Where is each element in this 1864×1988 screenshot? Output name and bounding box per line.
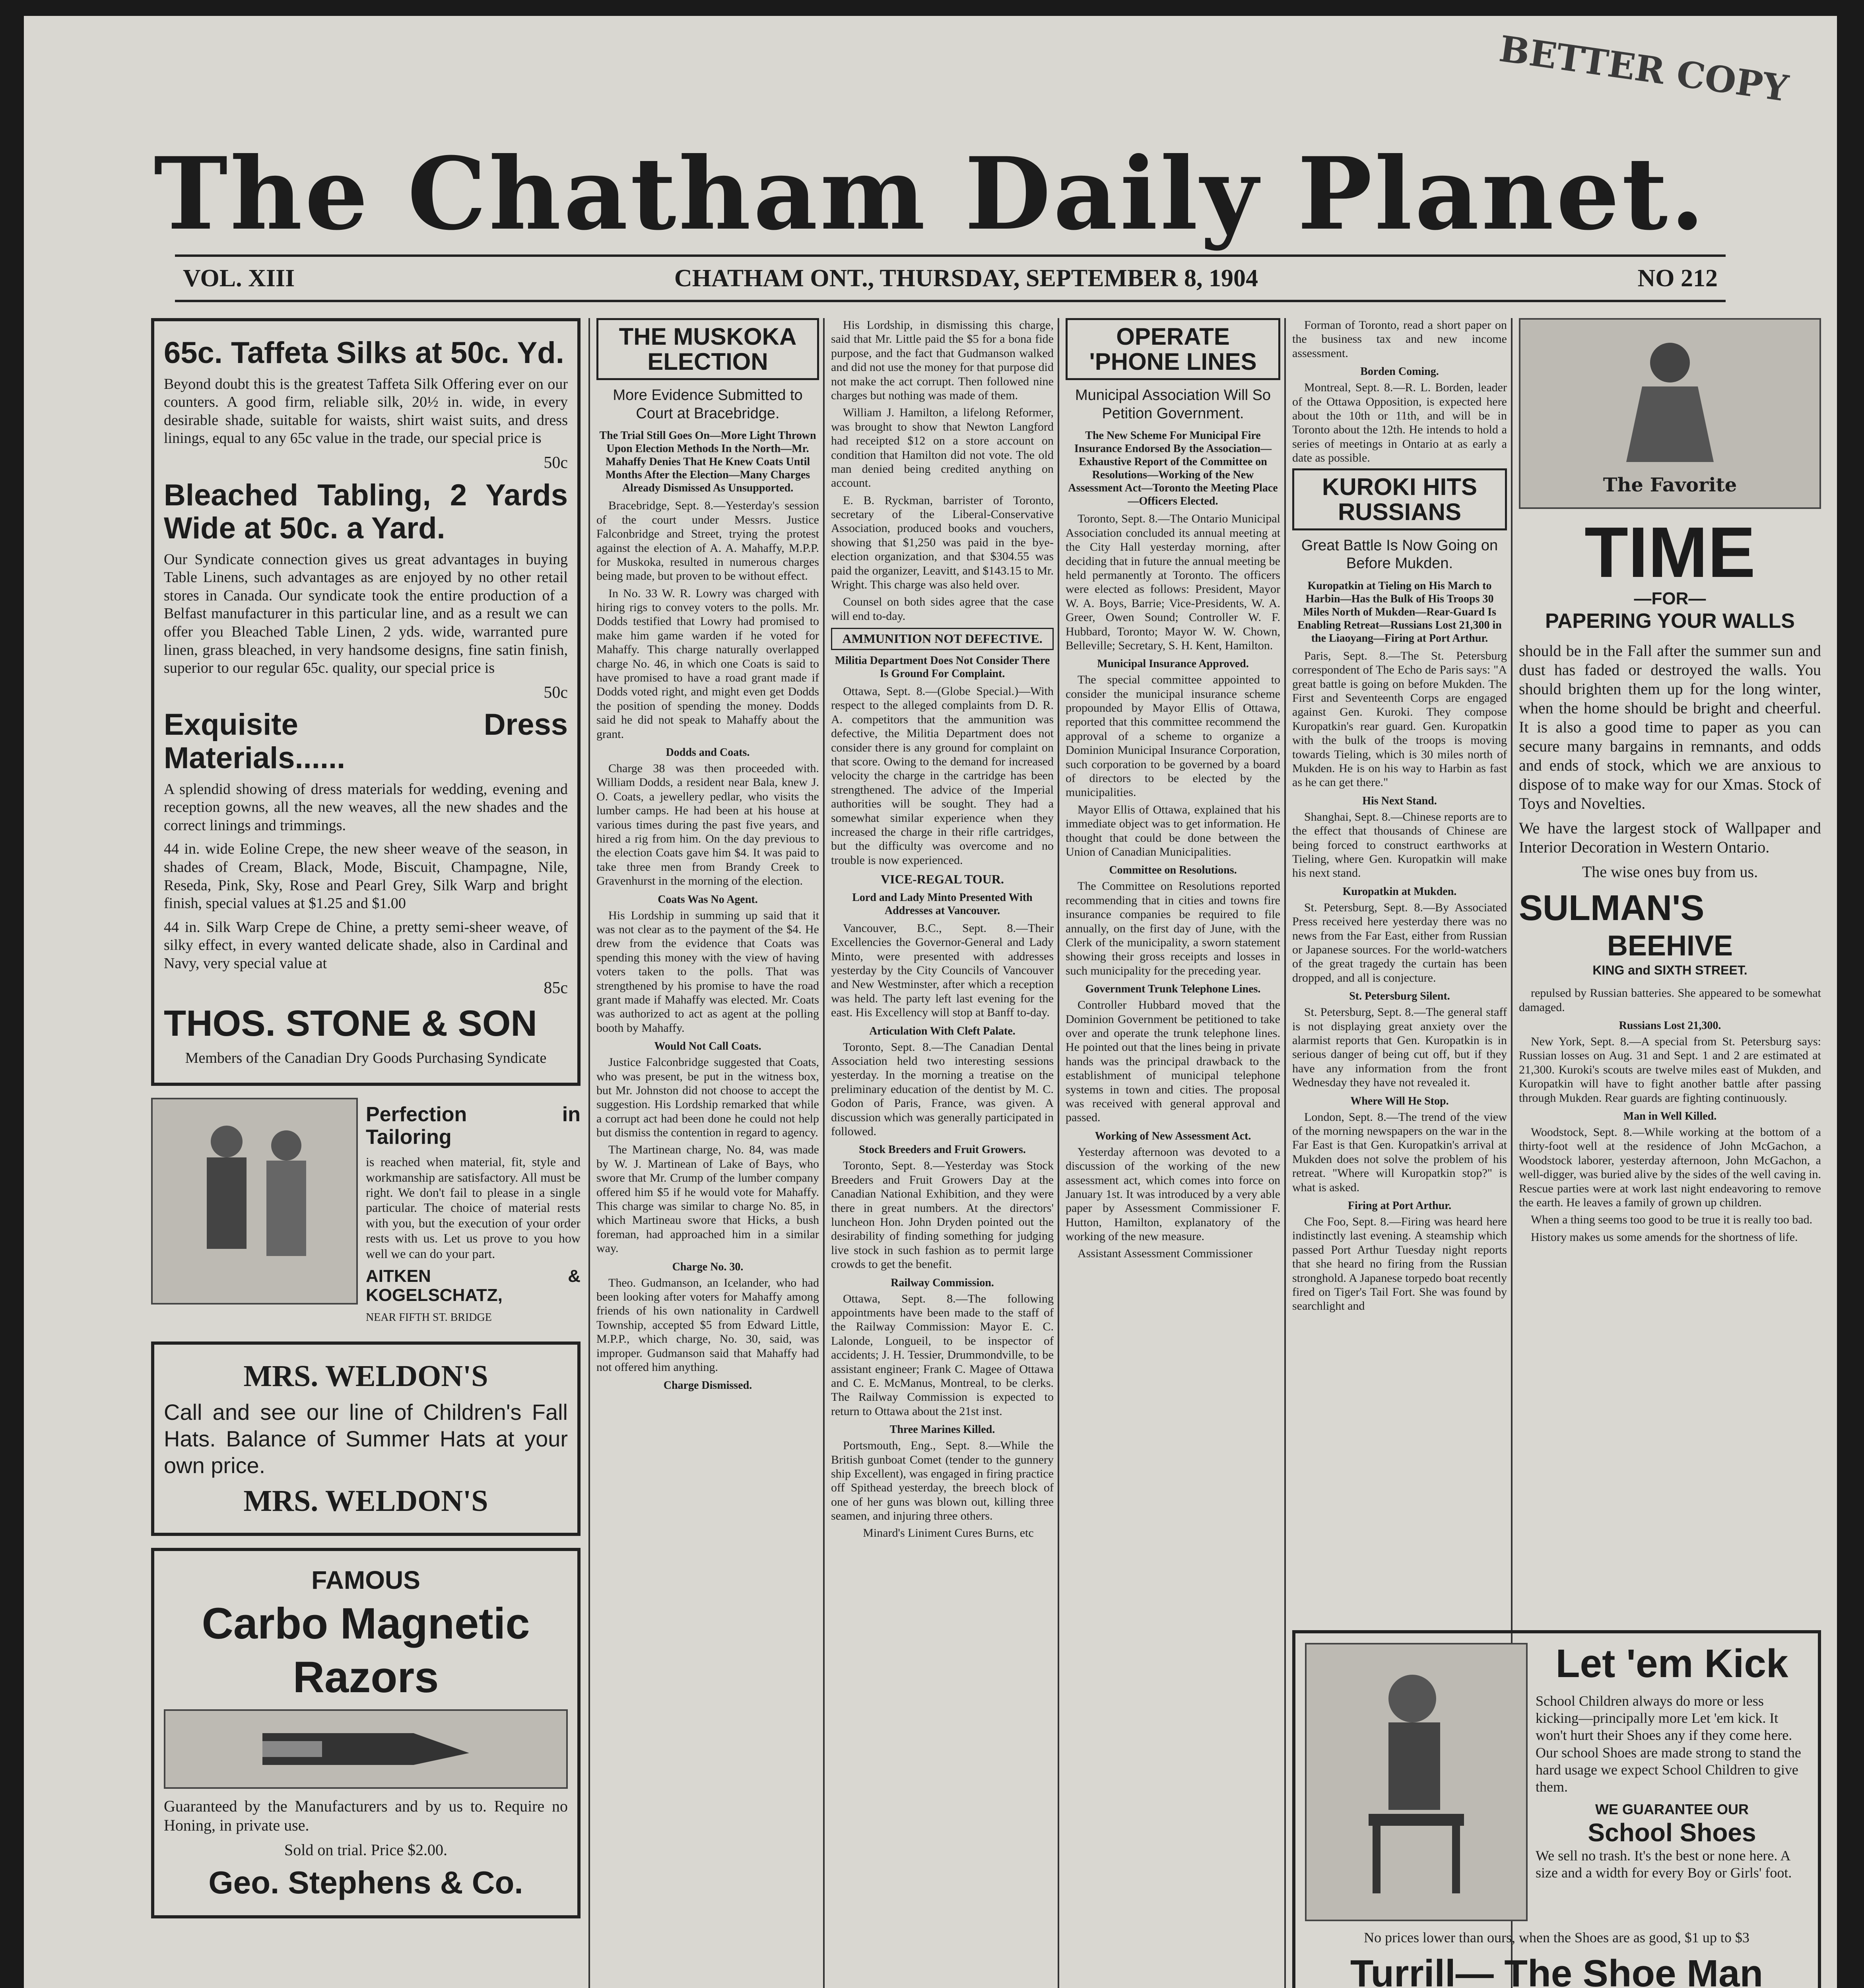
article-paragraph: When a thing seems too good to be true it is really too bad. bbox=[1531, 1213, 1813, 1227]
article-paragraph: London, Sept. 8.—The trend of the view of the morning newspapers on the war in the Far East is that Gen. Kuropatkin's arrival at Mukden does not solve the problem of his retreat. "Where will Kuropatkin stop?" is what is asked. bbox=[1292, 1110, 1507, 1194]
article-paragraph: Charge 38 was then proceeded with. William Dodds, a resident near Bala, knew J. O. Coats, a jewellery pedlar, who visits the lumber camps. He had been at his house at various times during the past five years, and hired a rig from him. On the day previous to the election Coats gave him $4. It was paid to take three men from Brandy Creek to Gravenhurst in the morning of the election. bbox=[596, 762, 819, 888]
liniment-notice: Minard's Liniment Cures Burns, etc bbox=[863, 1526, 1034, 1540]
stone-text-silks: Beyond doubt this is the greatest Taffeta Silk Offering ever on our counters. A good firm, reliable silk, 20½ in. wide, in every desirable shade, suitable for waists, shirt waist suits, and dress linings, equal to any 65c value in the trade, our special price is bbox=[164, 375, 568, 447]
stone-text-dress: A splendid showing of dress materials for wedding, evening and reception gowns, all the new weaves, all the new shades and the correct linings and trimmings. bbox=[164, 780, 568, 834]
article-subhead: Man in Well Killed. bbox=[1623, 1110, 1717, 1122]
razor-kicker: FAMOUS bbox=[311, 1566, 420, 1595]
weldon-name-bottom: MRS. WELDON'S bbox=[243, 1484, 488, 1518]
tailor-illustration bbox=[151, 1098, 358, 1305]
muskoka-headline: THE MUSKOKA ELECTION bbox=[596, 318, 819, 380]
sulman-text: should be in the Fall after the summer sun and dust has faded or destroyed the walls. You should brighten them up for the long winter, when the home should be bright and cheerful. It is also a good time to paper as you can secure many bargains in remnants, and odds and ends of stock, which we are anxious to dispose of to make way for our Xmas. Stock of Toys and Novelties. bbox=[1519, 642, 1821, 813]
article-subhead: Firing at Port Arthur. bbox=[1348, 1199, 1452, 1212]
sulman-beehive: BEEHIVE bbox=[1607, 930, 1733, 962]
article-paragraph: Toronto, Sept. 8.—Yesterday was Stock Breeders and Fruit Growers Day at the Canadian National Exhibition, and they were there in great numbers. At the directors' luncheon Hon. John Dryden pointed out the desirability of finding something for judging live stock in such fashion as to permit large crowds to get the benefit. bbox=[831, 1159, 1054, 1271]
sulman-stock: We have the largest stock of Wallpaper and Interior Decoration in Western Ontario. bbox=[1519, 819, 1821, 856]
article-paragraph: Ottawa, Sept. 8.—(Globe Special.)—With respect to the alleged complaints from D. R. A. competitors that the ammunition was defective, the Militia Department does not consider there is any ground for complaint on that score. Owing to the demand for increased velocity the charge in the cartridge has been strengthened. The advice of the Imperial authorities will be sought. They had a somewhat similar experience when they increased the charge in their rifle cartridges, but the difficulty was overcome and no trouble is now experienced. bbox=[831, 685, 1054, 867]
sulman-time: TIME bbox=[1584, 513, 1755, 592]
sulman-wise: The wise ones buy from us. bbox=[1582, 863, 1758, 881]
turrill-text: School Children always do more or less kicking—principally more Let 'em kick. It won't hurt their Shoes any if they come here. Our school Shoes are made strong to stand the hard usage we expect School Children to give them. bbox=[1536, 1693, 1801, 1795]
razor-heading-2: Razors bbox=[293, 1653, 439, 1702]
turrill-school-shoes: School Shoes bbox=[1588, 1818, 1756, 1847]
article-paragraph: The Committee on Resolutions reported recommending that in cities and towns fire insurance companies be required to file annually, on the first day of June, with the Clerk of the municipality, a sworn statement showing their gross receipts and losses in such municipality for the preceding year. bbox=[1066, 879, 1280, 977]
dateline bbox=[175, 254, 1726, 302]
kuroki-subdeck: Kuropatkin at Tieling on His March to Harbin—Has the Bulk of His Troops 30 Miles North of Mukden—Rear-Guard Is Enabling Retreat—Russians Lost 21,300 in the Liaoyang—Firing at Port Arthur. bbox=[1297, 579, 1502, 645]
article-subhead: St. Petersburg Silent. bbox=[1349, 990, 1450, 1003]
column-rule bbox=[1058, 318, 1059, 1988]
article-subhead: Charge Dismissed. bbox=[663, 1379, 752, 1392]
stone-text-crepe: 44 in. wide Eoline Crepe, the new sheer weave of the season, in shades of Cream, Black, Mode, Biscuit, Champagne, Nile, Reseda, Pink, Sky, Rose and Pearl Grey, Silk Warp and bright finish, special values at $1.25 and $1.00 bbox=[164, 841, 568, 912]
stone-heading-tabling: Bleached Tabling, 2 Yards Wide at 50c. a Yard. bbox=[164, 478, 568, 546]
newspaper-page bbox=[24, 16, 1837, 1988]
article-paragraph: Montreal, Sept. 8.—R. L. Borden, leader of the Ottawa Opposition, is expected here about the 10th or 11th, and will be in Toronto about the 12th. He intends to hold a series of meetings in Ontario at as early a date as possible. bbox=[1292, 381, 1507, 465]
article-subhead: Municipal Insurance Approved. bbox=[1097, 658, 1249, 670]
stone-price-silks: 50c bbox=[544, 453, 568, 472]
weldon-text: Call and see our line of Children's Fall Hats. Balance of Summer Hats at your own price. bbox=[164, 1399, 568, 1478]
phone-subdeck: The New Scheme For Municipal Fire Insurance Endorsed By the Association—Exhaustive Report of the Committee on Resolutions—Working of the New Assessment Act—Toronto the Meeting Place—Officers Elected. bbox=[1068, 429, 1278, 508]
stone-ad bbox=[151, 318, 581, 1086]
boy-on-chair-icon bbox=[1333, 1663, 1500, 1901]
article-paragraph: In No. 33 W. R. Lowry was charged with hiring rigs to convey voters to the polls. Mr. Dodds testified that Lowry had promised to make him game warden if he voted for Mahaffy. This charge naturally overlapped charge No. 46, in which one Coats is said to have promised to have a road grant made if Dodds voted right, and might even get Dodds the position of spending the money. Dodds said he did not speak to Mahaffy about the grant. bbox=[596, 586, 819, 741]
article-paragraph: Toronto, Sept. 8.—The Ontario Municipal Association concluded its annual meeting at the City Hall yesterday morning, after deciding that in future the annual meeting be held permanently at Toronto. The officers were elected as follows: President, Mayor W. A. Boys, Barrie; Vice-Presidents, W. A. Greer, Owen Sound; Controller W. F. Hubbard, Toronto; Mayor W. W. Chown, Belleville; Secretary, S. H. Kent, Hamilton. bbox=[1066, 512, 1280, 652]
article-paragraph: Yesterday afternoon was devoted to a discussion of the working of the new assessment act, which comes into force on January 1st. It was introduced by a very able paper by Assessment Commissioner F. Hutton, Hamilton, explanatory of the working of the new measure. bbox=[1066, 1145, 1280, 1243]
column-rule bbox=[588, 318, 590, 1988]
ammunition-deck: Militia Department Does Not Consider There Is Ground For Complaint. bbox=[835, 654, 1050, 680]
article-paragraph: St. Petersburg, Sept. 8.—By Associated Press received here yesterday there was no news from the Far East, either from Russian or Japanese sources. For the world-watchers of the great tragedy the curtain has been dropped, and all is conjecture. bbox=[1292, 901, 1507, 984]
turrill-illustration bbox=[1305, 1643, 1528, 1921]
razor-trial: Sold on trial. Price $2.00. bbox=[284, 1841, 447, 1859]
tailor-text: is reached when material, fit, style and workmanship are satisfactory. All must be right. We don't fail to please in a single particular. The choice of material rests with you, but the execution of your order rests with us. Let us prove to you how well we can do your part. bbox=[366, 1155, 581, 1261]
article-subhead: Would Not Call Coats. bbox=[654, 1040, 761, 1053]
sulman-walls: PAPERING YOUR WALLS bbox=[1545, 609, 1795, 633]
article-subhead: Articulation With Cleft Palate. bbox=[869, 1025, 1015, 1037]
article-subhead: Kuropatkin at Mukden. bbox=[1342, 885, 1457, 898]
archive-stamp: BETTER COPY bbox=[1497, 27, 1791, 110]
column-rule bbox=[1284, 318, 1286, 1988]
turrill-ad bbox=[1292, 1630, 1821, 1988]
article-subhead: Stock Breeders and Fruit Growers. bbox=[859, 1143, 1026, 1156]
weldon-ad bbox=[151, 1342, 581, 1536]
razor-illustration bbox=[164, 1709, 568, 1789]
article-paragraph: Portsmouth, Eng., Sept. 8.—While the British gunboat Comet (tender to the gunnery ship Excellent), was engaged in firing practice off Spithead yesterday, the breech block of one of her guns was blown out, killing three seamen, and injuring three others. bbox=[831, 1439, 1054, 1523]
article-paragraph: St. Petersburg, Sept. 8.—The general staff is not displaying great anxiety over the alarmist reports that Gen. Kuropatkin is in serious danger of being cut off, but if they have any information from the front Wednesday they have not revealed it. bbox=[1292, 1006, 1507, 1089]
column-ads-left bbox=[151, 318, 581, 1988]
tailor-heading: Perfection in Tailoring bbox=[366, 1103, 581, 1149]
stone-heading-silks: 65c. Taffeta Silks at 50c. Yd. bbox=[164, 336, 564, 370]
article-subhead: Committee on Resolutions. bbox=[1109, 864, 1237, 877]
article-paragraph: Controller Hubbard moved that the Dominion Government be petitioned to take over and operate the trunk telephone lines. He pointed out that the lines being in private hands was the principal drawback to the establishment of municipal telephone systems in town and cities. The proposal was received with general approval and passed. bbox=[1066, 998, 1280, 1124]
razor-firm: Geo. Stephens & Co. bbox=[208, 1865, 523, 1901]
kuroki-deck: Great Battle Is Now Going on Before Mukden. bbox=[1301, 537, 1498, 572]
article-paragraph: History makes us some amends for the shortness of life. bbox=[1531, 1230, 1798, 1244]
article-paragraph: Che Foo, Sept. 8.—Firing was heard here indistinctly last evening. A steamship which passed Port Arthur Tuesday night reports that she heard no firing from the Russian stronghold. A Japanese torpedo boat recently fired on Tiger's Tail Fort. She was found by searchlight and bbox=[1292, 1215, 1507, 1313]
phone-headline: OPERATE 'PHONE LINES bbox=[1066, 318, 1280, 380]
turrill-sizes: We sell no trash. It's the best or none here. A size and a width for every Boy or Girls' foot. bbox=[1536, 1848, 1792, 1881]
stone-firm-name: THOS. STONE & SON bbox=[164, 1003, 537, 1044]
weldon-name-top: MRS. WELDON'S bbox=[243, 1359, 488, 1393]
article-paragraph: Justice Falconbridge suggested that Coats, who was present, be put in the witness box, but Mr. Johnston did not choose to accept the suggestion. His Lordship remarked that while a corrupt act had been done he could not help but dismiss the contention in regard to agency. bbox=[596, 1056, 819, 1140]
article-paragraph: Assistant Assessment Commissioner bbox=[1078, 1247, 1253, 1260]
masthead-title: The Chatham Daily Planet. bbox=[153, 135, 1707, 252]
article-paragraph: Bracebridge, Sept. 8.—Yesterday's session of the court under Messrs. Justice Falconbridge and Street, trying the protest against the election of A. A. Mahaffy, M.P.P. for Muskoka, resulted in numerous charges being made, but proven to be without effect. bbox=[596, 499, 819, 583]
column-news-2 bbox=[831, 318, 1054, 1988]
stone-price-tabling: 50c bbox=[544, 683, 568, 702]
article-paragraph: Counsel on both sides agree that the case will end to-day. bbox=[831, 595, 1054, 623]
sulman-for: —FOR— bbox=[1634, 589, 1706, 608]
article-paragraph: Woodstock, Sept. 8.—While working at the bottom of a thirty-foot well at the residence of John McGachon, a Woodstock laborer, yesterday afternoon, John McGachon, a well-digger, was buried alive by the sides of the well caving in. Rescue parties were at work last night endeavoring to remove the earth. He leaves a family of grown up children. bbox=[1519, 1125, 1821, 1209]
favorite-illustration bbox=[1519, 318, 1821, 509]
column-phone-lines bbox=[1066, 318, 1280, 1988]
sulman-address: KING and SIXTH STREET. bbox=[1592, 963, 1748, 978]
article-paragraph: Vancouver, B.C., Sept. 8.—Their Excellencies the Governor-General and Lady Minto, were presented with addresses yesterday by the City Councils of Vancouver and New Westminster, after which a reception was held. The party left last evening for the east. His Excellency will stop at Banff to-day. bbox=[831, 921, 1054, 1019]
vice-regal-deck: Lord and Lady Minto Presented With Addresses at Vancouver. bbox=[852, 891, 1033, 917]
article-subhead: Borden Coming. bbox=[1360, 365, 1439, 378]
issue-number: NO 212 bbox=[1637, 264, 1718, 292]
stone-text-tabling: Our Syndicate connection gives us great advantages in buying Table Linens, such advantages as are enjoyed by no other retail stores in Canada. Our syndicate took the entire production of a Belfast manufacturer in this particular line, and as a result we can offer you Bleached Table Linen, 2 yds. wide, warranted pure linen, grass bleached, in very handsome designs, fine satin finish, superior to our regular 65c. quality, our special price is bbox=[164, 551, 568, 677]
razor-text: Guaranteed by the Manufacturers and by us to. Require no Honing, in private use. bbox=[164, 1797, 568, 1835]
tailor-firm: AITKEN & KOGELSCHATZ, bbox=[366, 1266, 581, 1305]
favorite-banner: The Favorite bbox=[1603, 474, 1737, 496]
article-paragraph: Theo. Gudmanson, an Icelander, who had been looking after voters for Mahaffy among friends of his own nationality in Cardwell Township, accepted $5 from Edward Little, M.P.P., which charge, No. 30, said, was improper. Gudmanson said that Mahaffy had not offered him anything. bbox=[596, 1276, 819, 1374]
column-rule bbox=[823, 318, 825, 1988]
article-paragraph: Mayor Ellis of Ottawa, explained that his immediate object was to get information. He thought that could be done between the Union of Canadian Municipalities. bbox=[1066, 803, 1280, 858]
article-paragraph: The Martinean charge, No. 84, was made by W. J. Martinean of Lake of Bays, who swore that Mr. Crump of the lumber company offered him $5 if he would vote for Mahaffy. This charge was similar to charge No. 85, in which Martineau swore that Hicks, a bush foreman, had approached him in a similar way. bbox=[596, 1143, 819, 1255]
razor-ad bbox=[151, 1548, 581, 1918]
stone-firm-sub: Members of the Canadian Dry Goods Purchasing Syndicate bbox=[185, 1050, 547, 1067]
article-paragraph: Paris, Sept. 8.—The St. Petersburg correspondent of The Echo de Paris says: "A great battle is going on before Mukden. The First and Seventeenth Corps are engaged against Gen. Kuroki. They compose Kuropatkin's rear guard. Gen. Kuropatkin with the bulk of the troops is moving towards Tieling, which is 30 miles north of Mukden. He is on his way to Harbin as fast as he can get there." bbox=[1292, 649, 1507, 789]
article-paragraph: His Lordship in summing up said that it was not clear as to the payment of the $4. He drew from the evidence that Coats was spending this money with the view of having voters taken to the polls. That was strengthened by his promise to have the road grant made if Mahaffy was elected. Mr. Coats was authorized to act as agent at the polling booth by Mahaffy. bbox=[596, 909, 819, 1035]
stone-price-chine: 85c bbox=[544, 978, 568, 997]
article-paragraph: His Lordship, in dismissing this charge, said that Mr. Little paid the $5 for a bona fide purpose, and the fact that Gudmanson walked and did not use the money for that purpose did not make the act corrupt. Then followed nine charges but nothing was made of them. bbox=[831, 318, 1054, 402]
issue-date: CHATHAM ONT., THURSDAY, SEPTEMBER 8, 1904 bbox=[674, 264, 1258, 292]
phone-deck: Municipal Association Will So Petition Government. bbox=[1075, 387, 1271, 422]
turrill-prices: No prices lower than ours, when the Shoes are as good, $1 up to $3 bbox=[1364, 1930, 1749, 1945]
kuroki-headline: KUROKI HITS RUSSIANS bbox=[1292, 468, 1507, 530]
stone-heading-dress: Exquisite Dress Materials...... bbox=[164, 708, 568, 775]
article-paragraph: Shanghai, Sept. 8.—Chinese reports are to the effect that thousands of Chinese are being forced to construct earthworks at Tieling, where Gen. Kuropatkin will make his next stand. bbox=[1292, 810, 1507, 880]
article-subhead: Russians Lost 21,300. bbox=[1619, 1019, 1721, 1032]
muskoka-subdeck: The Trial Still Goes On—More Light Thrown Upon Election Methods In the North—Mr. Mahaffy Denies That He Knew Coats Until Months After the Election—Many Charges Already Dismissed As Unsupported. bbox=[599, 429, 816, 495]
article-paragraph: repulsed by Russian batteries. She appeared to be somewhat damaged. bbox=[1519, 986, 1821, 1014]
woman-banner-icon bbox=[1594, 331, 1746, 474]
article-subhead: Coats Was No Agent. bbox=[658, 893, 758, 906]
tailor-address: NEAR FIFTH ST. BRIDGE bbox=[366, 1311, 492, 1324]
article-subhead: Three Marines Killed. bbox=[889, 1423, 995, 1436]
tailor-ad bbox=[151, 1098, 581, 1330]
stone-text-chine: 44 in. Silk Warp Crepe de Chine, a pretty semi-sheer weave, of silky effect, in every wanted delicate shade, also in Cardinal and Navy, very special value at bbox=[164, 918, 568, 972]
ammunition-headline: AMMUNITION NOT DEFECTIVE. bbox=[831, 628, 1054, 650]
muskoka-deck: More Evidence Submitted to Court at Bracebridge. bbox=[613, 387, 803, 422]
article-subhead: Charge No. 30. bbox=[672, 1260, 744, 1273]
turrill-heading: Let 'em Kick bbox=[1555, 1641, 1788, 1686]
sulman-firm: SULMAN'S bbox=[1519, 888, 1705, 928]
razor-icon bbox=[247, 1717, 485, 1781]
article-subhead: His Next Stand. bbox=[1362, 794, 1437, 807]
article-paragraph: Ottawa, Sept. 8.—The following appointments have been made to the staff of the Railway Commission: Mayor E. C. Lalonde, Longueil, to be inspector of accidents; J. H. Tessier, Drummondville, to be assistant engineer; Frank C. Magee of Ottawa and C. E. McManus, Montreal, to be clerks. The Railway Commission is expected to return to Ottawa about the 21st inst. bbox=[831, 1292, 1054, 1418]
article-paragraph: Toronto, Sept. 8.—The Canadian Dental Association held two interesting sessions yesterday. In the morning a treatise on the preliminary education of the dentist by M. C. Godon of Paris, France, was given. A discussion which was generally participated in followed. bbox=[831, 1040, 1054, 1138]
turrill-guarantee: WE GUARANTEE OUR bbox=[1595, 1801, 1749, 1818]
article-subhead: Dodds and Coats. bbox=[666, 746, 750, 759]
tailor-figures-icon bbox=[179, 1114, 330, 1289]
column-muskoka bbox=[596, 318, 819, 1988]
vice-regal-headline: VICE-REGAL TOUR. bbox=[881, 872, 1004, 887]
article-paragraph: New York, Sept. 8.—A special from St. Petersburg says: Russian losses on Aug. 31 and Sept. 1 and 2 are estimated at 21,300. Kuroki's scouts are twelve miles east of Mukden, and Kuropatkin will have to fight another battle after passing through Mukden. Rear guards are fighting continuously. bbox=[1519, 1035, 1821, 1105]
article-subhead: Working of New Assessment Act. bbox=[1095, 1130, 1251, 1142]
razor-heading-1: Carbo Magnetic bbox=[202, 1599, 530, 1648]
article-paragraph: The special committee appointed to consider the municipal insurance scheme propounded by Mayor Ellis of Ottawa, reported that this committee recommend the approval of a scheme to organize a Dominion Municipal Insurance Corporation, such corporation to be governed by a board of directors to be elected by the municipalities. bbox=[1066, 673, 1280, 799]
article-paragraph: Forman of Toronto, read a short paper on the business tax and new income assessment. bbox=[1292, 318, 1507, 360]
turrill-firm: Turrill— The Shoe Man bbox=[1350, 1952, 1763, 1988]
article-paragraph: E. B. Ryckman, barrister of Toronto, secretary of the Liberal-Conservative Association, produced books and vouchers, showing that $1,250 was paid in the bye-election organization, and that $304.55 was paid the organizer, Leavitt, and $143.15 to Mr. Wright. This charge was also held over. bbox=[831, 493, 1054, 592]
article-subhead: Government Trunk Telephone Lines. bbox=[1085, 983, 1261, 996]
article-paragraph: William J. Hamilton, a lifelong Reformer, was brought to show that Newton Langford had receipted $12 on a store account on condition that Hamilton did not vote. The old man denied being credited anything on account. bbox=[831, 406, 1054, 490]
volume-number: VOL. XIII bbox=[183, 264, 295, 292]
article-subhead: Railway Commission. bbox=[891, 1276, 994, 1289]
article-subhead: Where Will He Stop. bbox=[1350, 1095, 1449, 1107]
